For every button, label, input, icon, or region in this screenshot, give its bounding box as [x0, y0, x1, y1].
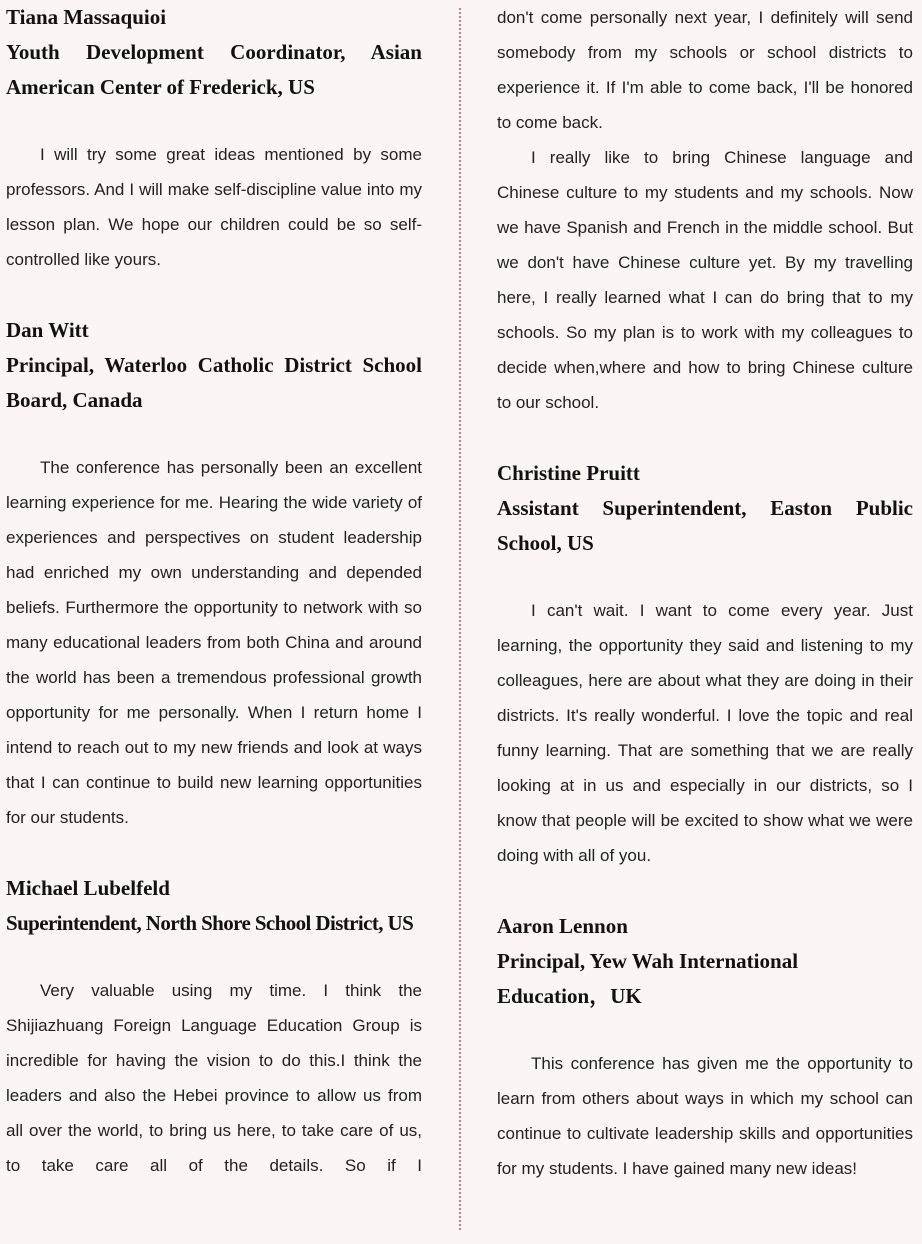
speaker-title-line2: Education，UK: [497, 984, 642, 1008]
speaker-name: Christine Pruitt: [497, 461, 640, 485]
testimonial-heading: [6, 313, 422, 418]
testimonial-christine-pruitt: [497, 456, 913, 873]
speaker-title-line1: Principal, Waterloo Catholic District School: [6, 353, 422, 377]
testimonial-heading: [497, 456, 913, 561]
speaker-title-line1: Principal, Yew Wah International: [497, 949, 799, 973]
testimonial-michael-lubelfeld: [6, 871, 422, 1183]
speaker-name: Dan Witt: [6, 318, 89, 342]
testimonial-heading: [6, 0, 422, 105]
testimonial-aaron-lennon: [497, 909, 913, 1186]
testimonial-heading: [6, 871, 422, 941]
speaker-name: Aaron Lennon: [497, 914, 628, 938]
speaker-title-line2: Board, Canada: [6, 388, 143, 412]
testimonial-text-part2: don't come personally next year, I definitely will send somebody from my schools or school districts to experience it. If I'm able to come back, I'll be honored to come back.: [497, 8, 913, 132]
column-divider: [459, 8, 461, 1230]
testimonial-text: This conference has given me the opportunity to learn from others about ways in which my school can continue to cultivate leadership skills and opportunities for my students. I have gained many new ideas!: [497, 1054, 913, 1178]
testimonial-heading: [497, 909, 913, 1014]
right-column: [497, 0, 913, 1244]
testimonial-text: I will try some great ideas mentioned by some professors. And I will make self-discipline value into my lesson plan. We hope our children could be so self-controlled like yours.: [6, 145, 422, 269]
testimonial-tiana: [6, 0, 422, 277]
testimonial-text-part1: Very valuable using my time. I think the Shijiazhuang Foreign Language Education Group is incredible for having the vision to do this.I think the leaders and also the Hebei province to allow us from all over the world, to bring us here, to take care of us, to take care all of the details. So if I: [6, 981, 422, 1175]
testimonial-text: I can't wait. I want to come every year. Just learning, the opportunity they said and listening to my colleagues, here are about what they are doing in their districts. It's really wonderful. I love the topic and real funny learning. That are something that we are really looking at in us and especially in our districts, so I know that people will be excited to show what we were doing with all of you.: [497, 601, 913, 865]
testimonial-text: The conference has personally been an excellent learning experience for me. Hearing the wide variety of experiences and perspectives on student leadership had enriched my own understanding and depended beliefs. Furthermore the opportunity to network with so many educational leaders from both China and around the world has been a tremendous professional growth opportunity for me personally. When I return home I intend to reach out to my new friends and look at ways that I can continue to build new learning opportunities for our students.: [6, 458, 422, 827]
testimonial-text-part3: I really like to bring Chinese language and Chinese culture to my students and my schools. Now we have Spanish and French in the middle school. But we don't have Chinese culture yet. By my travelling here, I really learned what I can do bring that to my schools. So my plan is to work with my colleagues to decide when,where and how to bring Chinese culture to our school.: [497, 148, 913, 412]
speaker-title-line1: Assistant Superintendent, Easton Public: [497, 496, 913, 520]
speaker-title-line1: Superintendent, North Shore School District, US: [6, 911, 414, 935]
speaker-title-line2: School, US: [497, 531, 594, 555]
speaker-name: Michael Lubelfeld: [6, 876, 170, 900]
speaker-name: Tiana Massaquioi: [6, 5, 167, 29]
testimonial-dan-witt: [6, 313, 422, 835]
speaker-title-line1: Youth Development Coordinator, Asian: [6, 40, 422, 64]
speaker-title-line2: American Center of Frederick, US: [6, 75, 315, 99]
left-column: [6, 0, 422, 1244]
